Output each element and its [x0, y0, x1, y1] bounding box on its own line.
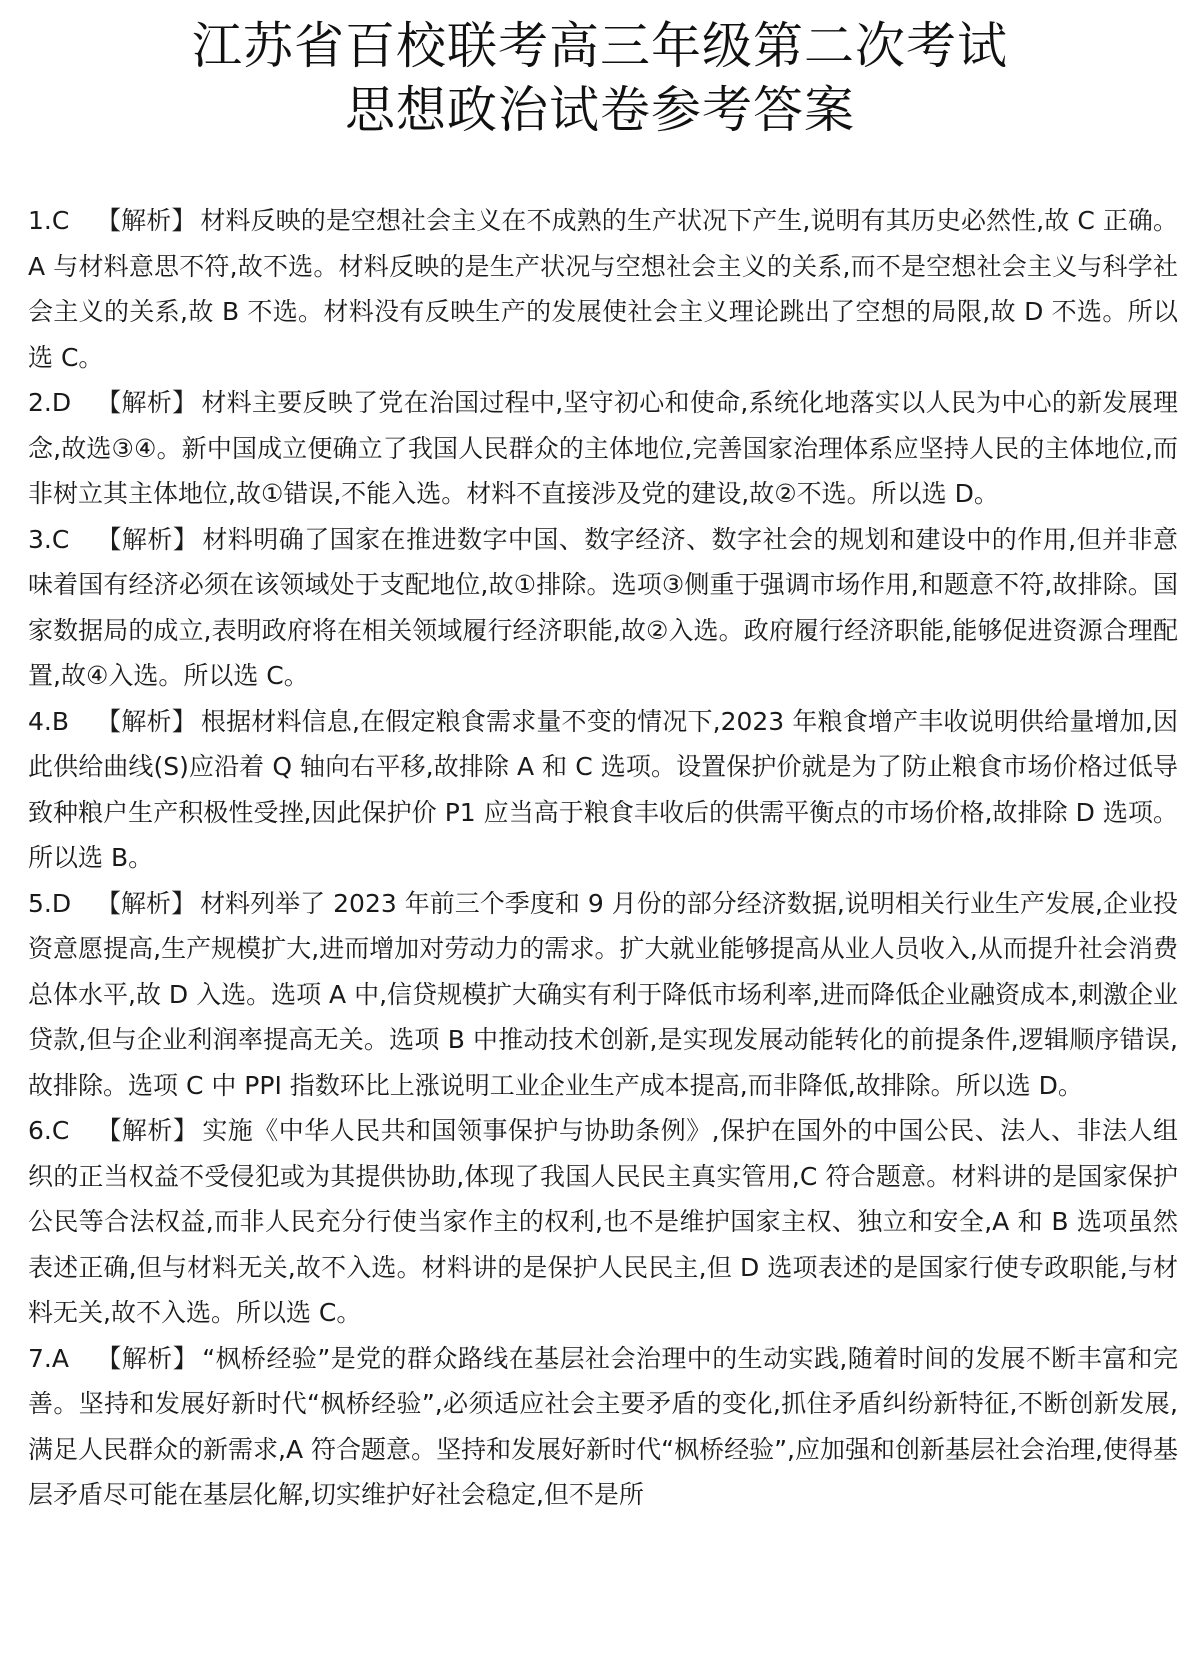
- answer-item-6: [28, 1108, 1178, 1336]
- analysis-text: 材料列举了 2023 年前三个季度和 9 月份的部分经济数据,说明相关行业生产发展,企业投资意愿提高,生产规模扩大,进而增加对劳动力的需求。扩大就业能够提高从业人员收入,从而提升社会消费总体水平,故 D 入选。选项 A 中,信贷规模扩大确实有利于降低市场利率,进而降低企业融资成本,刺激企业贷款,但与企业利润率提高无关。选项 B 中推动技术创新,是实现发展动能转化的前提条件,逻辑顺序错误,故排除。选项 C 中 PPI 指数环比上涨说明工业企业生产成本提高,而非降低,故排除。所以选 D。: [28, 888, 1178, 1100]
- answer-item-5: [28, 881, 1178, 1109]
- question-number: 5.D: [28, 888, 72, 918]
- analysis-tag: 【解析】: [96, 206, 197, 235]
- analysis-tag: 【解析】: [96, 524, 199, 554]
- question-number: 7.A: [28, 1343, 69, 1373]
- answer-item-7: [28, 1336, 1178, 1518]
- question-number: 3.C: [28, 524, 70, 554]
- analysis-tag: 【解析】: [96, 706, 197, 736]
- analysis-tag: 【解析】: [96, 388, 198, 417]
- question-number: 6.C: [28, 1116, 70, 1145]
- analysis-tag: 【解析】: [96, 1116, 199, 1145]
- answer-key-title: 思想政治试卷参考答案: [345, 81, 855, 139]
- document-header: [0, 14, 1200, 142]
- answer-item-2: [28, 380, 1178, 517]
- answer-item-1: [28, 198, 1178, 380]
- answer-item-4: [28, 699, 1178, 881]
- analysis-text: 材料明确了国家在推进数字中国、数字经济、数字社会的规划和建设中的作用,但并非意味着国有经济必须在该领域处于支配地位,故①排除。选项③侧重于强调市场作用,和题意不符,故排除。国家数据局的成立,表明政府将在相关领域履行经济职能,故②入选。政府履行经济职能,能够促进资源合理配置,故④入选。所以选 C。: [28, 524, 1178, 690]
- question-number: 2.D: [28, 388, 72, 417]
- answer-list: [28, 198, 1178, 1518]
- analysis-text: 根据材料信息,在假定粮食需求量不变的情况下,2023 年粮食增产丰收说明供给量增加,因此供给曲线(S)应沿着 Q 轴向右平移,故排除 A 和 C 选项。设置保护价就是为了防止粮食市场价格过低导致种粮户生产积极性受挫,因此保护价 P1 应当高于粮食丰收后的供需平衡点的市场价格,故排除 D 选项。所以选 B。: [28, 706, 1178, 872]
- analysis-text: 材料主要反映了党在治国过程中,坚守初心和使命,系统化地落实以人民为中心的新发展理念,故选③④。新中国成立便确立了我国人民群众的主体地位,完善国家治理体系应坚持人民的主体地位,而非树立其主体地位,故①错误,不能入选。材料不直接涉及党的建设,故②不选。所以选 D。: [28, 388, 1178, 508]
- analysis-text: “枫桥经验”是党的群众路线在基层社会治理中的生动实践,随着时间的发展不断丰富和完善。坚持和发展好新时代“枫桥经验”,必须适应社会主要矛盾的变化,抓住矛盾纠纷新特征,不断创新发展,满足人民群众的新需求,A 符合题意。坚持和发展好新时代“枫桥经验”,应加强和创新基层社会治理,使得基层矛盾尽可能在基层化解,切实维护好社会稳定,但不是所: [28, 1343, 1178, 1509]
- analysis-tag: 【解析】: [96, 1343, 199, 1373]
- analysis-text: 实施《中华人民共和国领事保护与协助条例》,保护在国外的中国公民、法人、非法人组织的正当权益不受侵犯或为其提供协助,体现了我国人民民主真实管用,C 符合题意。材料讲的是国家保护公民等合法权益,而非人民充分行使当家作主的权利,也不是维护国家主权、独立和安全,A 和 B 选项虽然表述正确,但与材料无关,故不入选。材料讲的是保护人民民主,但 D 选项表述的是国家行使专政职能,与材料无关,故不入选。所以选 C。: [28, 1116, 1178, 1327]
- analysis-tag: 【解析】: [96, 888, 197, 918]
- answer-item-3: [28, 517, 1178, 699]
- analysis-text: 材料反映的是空想社会主义在不成熟的生产状况下产生,说明有其历史必然性,故 C 正确。A 与材料意思不符,故不选。材料反映的是生产状况与空想社会主义的关系,而不是空想社会主义与科学社会主义的关系,故 B 不选。材料没有反映生产的发展使社会主义理论跳出了空想的局限,故 D 不选。所以选 C。: [28, 206, 1178, 372]
- question-number: 1.C: [28, 206, 70, 235]
- question-number: 4.B: [28, 706, 70, 736]
- exam-title: 江苏省百校联考高三年级第二次考试: [192, 17, 1008, 75]
